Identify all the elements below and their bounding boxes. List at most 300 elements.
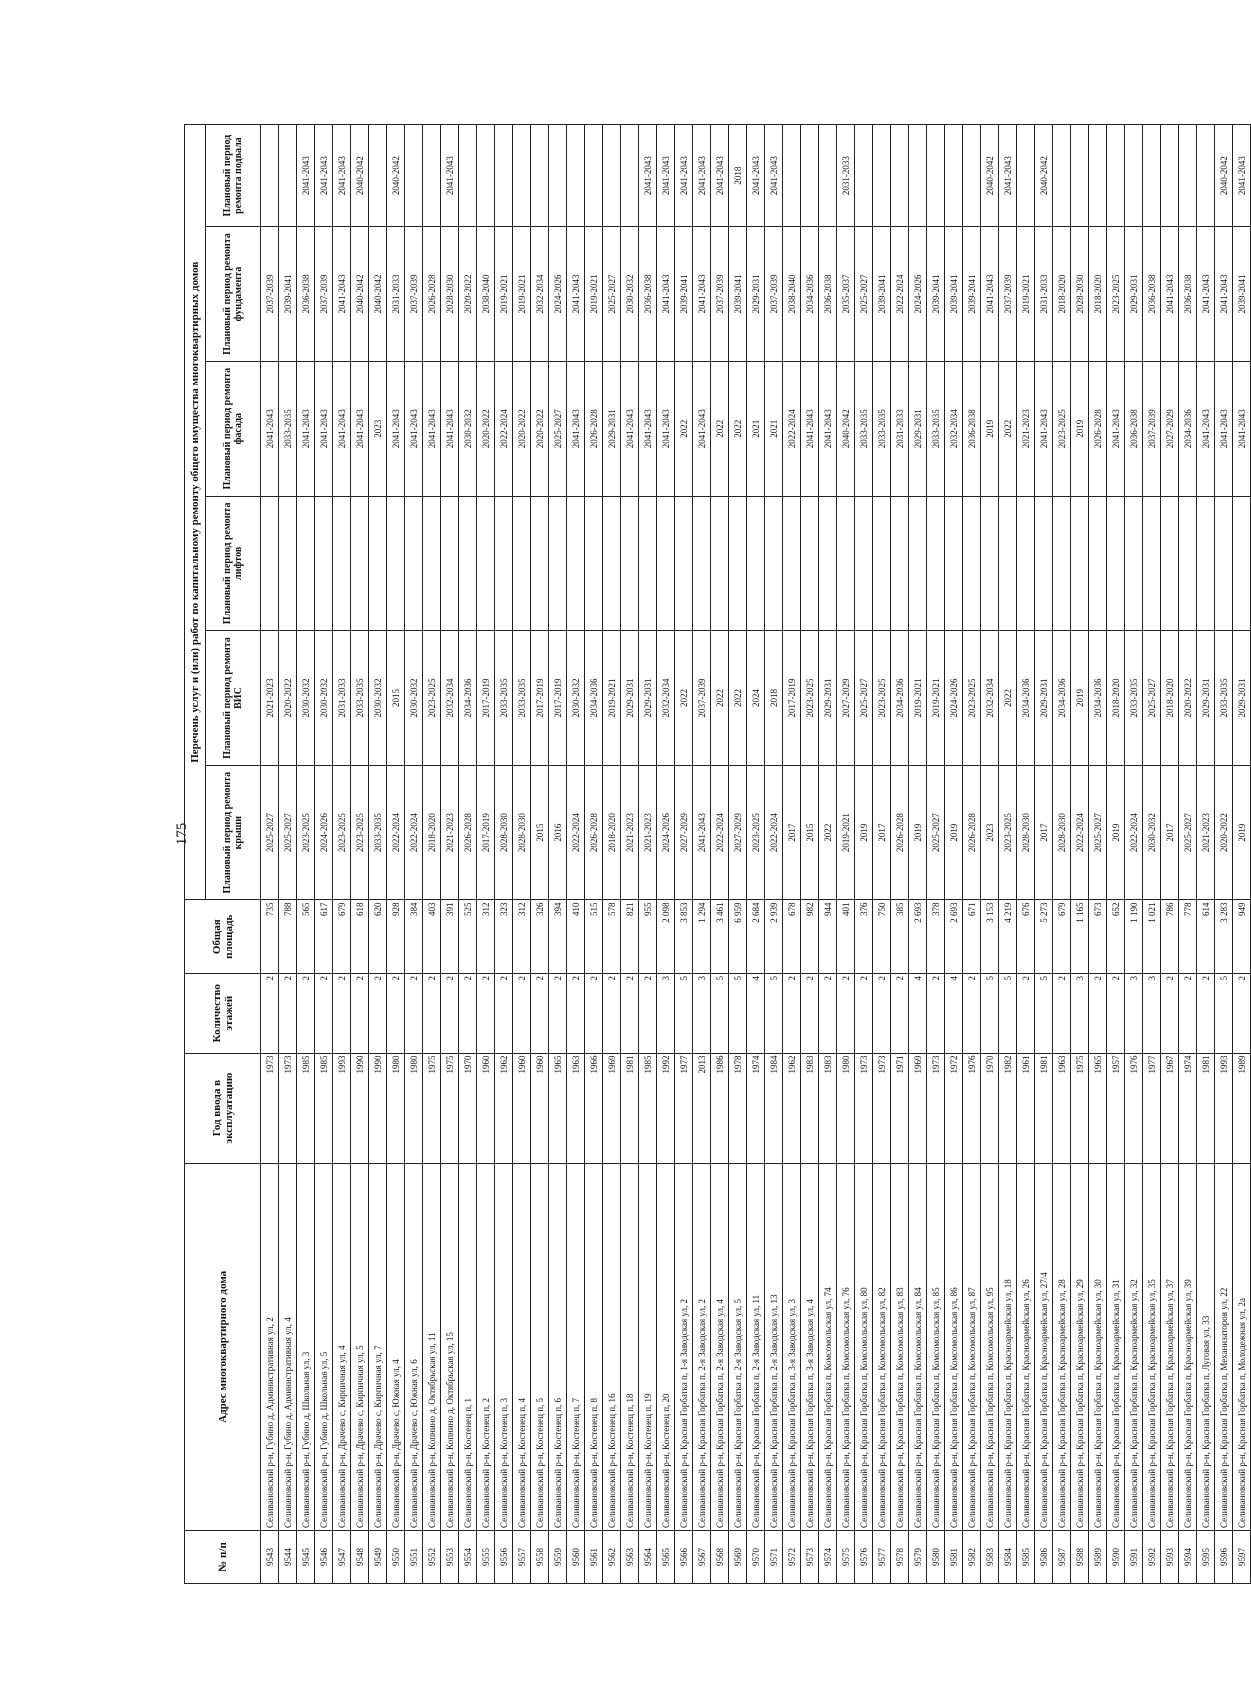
- cell-floors: 2: [261, 973, 279, 1053]
- cell-floors: 2: [495, 973, 513, 1053]
- cell-lift: [927, 496, 945, 631]
- cell-vis: 2019: [1071, 631, 1089, 766]
- cell-area: 786: [1161, 900, 1179, 973]
- cell-lift: [657, 496, 675, 631]
- cell-basement: [1143, 125, 1161, 227]
- cell-facade: 2027-2029: [1161, 361, 1179, 496]
- cell-vis: 2029-2031: [621, 631, 639, 766]
- cell-floors: 5: [1215, 973, 1233, 1053]
- cell-lift: [675, 496, 693, 631]
- cell-found: 2041-2043: [1197, 227, 1215, 362]
- cell-num: 9563: [621, 1530, 639, 1583]
- cell-area: 1 165: [1071, 900, 1089, 973]
- cell-area: 821: [621, 900, 639, 973]
- cell-found: 2041-2043: [333, 227, 351, 362]
- cell-basement: 2041-2043: [441, 125, 459, 227]
- cell-roof: 2026-2028: [891, 765, 909, 900]
- cell-roof: 2023-2025: [333, 765, 351, 900]
- cell-floors: 2: [1179, 973, 1197, 1053]
- cell-found: 2036-2038: [639, 227, 657, 362]
- table-row: [1035, 125, 1053, 1584]
- cell-lift: [1071, 496, 1089, 631]
- table-row: [549, 125, 567, 1584]
- cell-facade: 2034-2036: [1179, 361, 1197, 496]
- cell-basement: 2040-2042: [1035, 125, 1053, 227]
- cell-vis: 2034-2036: [891, 631, 909, 766]
- cell-basement: 2041-2043: [333, 125, 351, 227]
- cell-lift: [1179, 496, 1197, 631]
- cell-vis: 2033-2035: [351, 631, 369, 766]
- cell-address: Селивановский р-н, Красная Горбатка п, Комсомольская ул, 80: [855, 1163, 873, 1530]
- cell-vis: 2021-2023: [261, 631, 279, 766]
- cell-num: 9559: [549, 1530, 567, 1583]
- cell-area: 384: [405, 900, 423, 973]
- cell-roof: 2022-2024: [567, 765, 585, 900]
- cell-lift: [405, 496, 423, 631]
- cell-vis: 2023-2025: [873, 631, 891, 766]
- cell-facade: 2026-2028: [1089, 361, 1107, 496]
- cell-num: 9560: [567, 1530, 585, 1583]
- cell-basement: [891, 125, 909, 227]
- cell-address: Селивановский р-н, Красная Горбатка п, Молодежная ул, 2а: [1233, 1163, 1251, 1530]
- cell-roof: 2022-2024: [1071, 765, 1089, 900]
- cell-address: Селивановский р-н, Красная Горбатка п, Луговая ул, 33: [1197, 1163, 1215, 1530]
- cell-lift: [549, 496, 567, 631]
- cell-num: 9592: [1143, 1530, 1161, 1583]
- cell-year: 1975: [441, 1053, 459, 1163]
- table-row: [855, 125, 873, 1584]
- cell-num: 9588: [1071, 1530, 1089, 1583]
- cell-address: Селивановский р-н, Красная Горбатка п, Красноармейская ул, 26: [1017, 1163, 1035, 1530]
- cell-roof: 2018-2020: [423, 765, 441, 900]
- cell-area: 673: [1089, 900, 1107, 973]
- cell-basement: 2031-2033: [837, 125, 855, 227]
- cell-found: 2039-2041: [675, 227, 693, 362]
- cell-facade: 2033-2035: [873, 361, 891, 496]
- cell-vis: 2022: [999, 631, 1017, 766]
- cell-basement: [513, 125, 531, 227]
- cell-lift: [1233, 496, 1251, 631]
- table-row: [1215, 125, 1233, 1584]
- cell-facade: 2041-2043: [657, 361, 675, 496]
- cell-year: 1972: [945, 1053, 963, 1163]
- cell-lift: [585, 496, 603, 631]
- table-row: [747, 125, 765, 1584]
- cell-address: Селивановский р-н, Красная Горбатка п, Красноармейская ул, 30: [1089, 1163, 1107, 1530]
- cell-address: Селивановский р-н, Красная Горбатка п, Красноармейская ул, 29: [1071, 1163, 1089, 1530]
- cell-area: 312: [513, 900, 531, 973]
- cell-found: 2037-2039: [315, 227, 333, 362]
- cell-basement: [1125, 125, 1143, 227]
- cell-year: 1970: [981, 1053, 999, 1163]
- cell-found: 2038-2040: [477, 227, 495, 362]
- cell-roof: 2022-2024: [711, 765, 729, 900]
- cell-lift: [1125, 496, 1143, 631]
- table-row: [1233, 125, 1251, 1584]
- table-row: [1143, 125, 1161, 1584]
- cell-facade: 2021: [765, 361, 783, 496]
- cell-facade: 2041-2043: [351, 361, 369, 496]
- table-row: [927, 125, 945, 1584]
- cell-address: Селивановский р-н, Красная Горбатка п, Красноармейская ул, 31: [1107, 1163, 1125, 1530]
- cell-address: Селивановский р-н, Костенец п, 16: [603, 1163, 621, 1530]
- cell-lift: [279, 496, 297, 631]
- cell-vis: 2017-2019: [477, 631, 495, 766]
- cell-basement: 2040-2042: [981, 125, 999, 227]
- cell-lift: [729, 496, 747, 631]
- cell-num: 9572: [783, 1530, 801, 1583]
- col-header-floors: Количество этажей: [185, 973, 261, 1053]
- table-row: [1179, 125, 1197, 1584]
- cell-lift: [783, 496, 801, 631]
- cell-vis: 2018-2020: [1161, 631, 1179, 766]
- cell-area: 2 939: [765, 900, 783, 973]
- cell-num: 9583: [981, 1530, 999, 1583]
- cell-basement: 2040-2042: [1215, 125, 1233, 227]
- page-number: 175: [174, 822, 190, 846]
- cell-address: Селивановский р-н, Красная Горбатка п, Красноармейская ул, 27/4: [1035, 1163, 1053, 1530]
- cell-lift: [621, 496, 639, 631]
- table-row: [981, 125, 999, 1584]
- cell-address: Селивановский р-н, Копнино д, Октябрьская ул, 11: [423, 1163, 441, 1530]
- cell-basement: [873, 125, 891, 227]
- cell-vis: 2025-2027: [855, 631, 873, 766]
- cell-area: 778: [1179, 900, 1197, 973]
- cell-lift: [1017, 496, 1035, 631]
- cell-floors: 2: [1089, 973, 1107, 1053]
- cell-lift: [981, 496, 999, 631]
- cell-year: 1973: [261, 1053, 279, 1163]
- table-row: [1107, 125, 1125, 1584]
- cell-found: 2039-2041: [945, 227, 963, 362]
- table-row: [729, 125, 747, 1584]
- cell-area: 578: [603, 900, 621, 973]
- cell-num: 9565: [657, 1530, 675, 1583]
- cell-year: 1957: [1107, 1053, 1125, 1163]
- cell-roof: 2027-2029: [675, 765, 693, 900]
- cell-found: 2023-2025: [1107, 227, 1125, 362]
- cell-basement: [369, 125, 387, 227]
- cell-floors: 2: [873, 973, 891, 1053]
- cell-roof: 2026-2028: [585, 765, 603, 900]
- cell-roof: 2024-2026: [657, 765, 675, 900]
- cell-num: 9566: [675, 1530, 693, 1583]
- cell-num: 9562: [603, 1530, 621, 1583]
- cell-num: 9553: [441, 1530, 459, 1583]
- cell-floors: 2: [387, 973, 405, 1053]
- cell-basement: [1161, 125, 1179, 227]
- cell-num: 9581: [945, 1530, 963, 1583]
- cell-year: 1982: [999, 1053, 1017, 1163]
- cell-area: 949: [1233, 900, 1251, 973]
- cell-floors: 2: [423, 973, 441, 1053]
- cell-num: 9571: [765, 1530, 783, 1583]
- cell-address: Селивановский р-н, Губино д, Школьная ул, 3: [297, 1163, 315, 1530]
- table-row: [459, 125, 477, 1584]
- cell-area: 565: [297, 900, 315, 973]
- cell-found: 2026-2028: [423, 227, 441, 362]
- cell-address: Селивановский р-н, Костенец п, 7: [567, 1163, 585, 1530]
- table-row: [603, 125, 621, 1584]
- cell-vis: 2022: [675, 631, 693, 766]
- cell-address: Селивановский р-н, Красная Горбатка п, Красноармейская ул, 39: [1179, 1163, 1197, 1530]
- cell-floors: 2: [891, 973, 909, 1053]
- cell-roof: 2017: [1161, 765, 1179, 900]
- cell-lift: [459, 496, 477, 631]
- cell-year: 1977: [675, 1053, 693, 1163]
- cell-roof: 2026-2028: [459, 765, 477, 900]
- cell-num: 9561: [585, 1530, 603, 1583]
- cell-year: 1980: [837, 1053, 855, 1163]
- cell-vis: 2025-2027: [1143, 631, 1161, 766]
- cell-roof: 2033-2035: [369, 765, 387, 900]
- col-header-area: Общая площадь: [185, 900, 261, 973]
- cell-address: Селивановский р-н, Костенец п, 3: [495, 1163, 513, 1530]
- cell-basement: [1071, 125, 1089, 227]
- cell-lift: [1161, 496, 1179, 631]
- cell-vis: 2030-2032: [567, 631, 585, 766]
- cell-year: 1980: [405, 1053, 423, 1163]
- cell-floors: 2: [567, 973, 585, 1053]
- cell-roof: 2020-2022: [1215, 765, 1233, 900]
- cell-num: 9587: [1053, 1530, 1071, 1583]
- cell-num: 9551: [405, 1530, 423, 1583]
- cell-num: 9549: [369, 1530, 387, 1583]
- cell-found: 2039-2041: [729, 227, 747, 362]
- cell-basement: [819, 125, 837, 227]
- cell-lift: [423, 496, 441, 631]
- cell-roof: 2023: [981, 765, 999, 900]
- cell-facade: 2037-2039: [1143, 361, 1161, 496]
- cell-lift: [1143, 496, 1161, 631]
- cell-floors: 3: [1143, 973, 1161, 1053]
- cell-floors: 2: [1233, 973, 1251, 1053]
- cell-vis: 2024-2026: [945, 631, 963, 766]
- cell-basement: [1053, 125, 1071, 227]
- cell-vis: 2017-2019: [549, 631, 567, 766]
- cell-vis: 2030-2032: [405, 631, 423, 766]
- cell-floors: 5: [765, 973, 783, 1053]
- cell-floors: 5: [1035, 973, 1053, 1053]
- cell-address: Селивановский р-н, Костенец п, 6: [549, 1163, 567, 1530]
- cell-floors: 2: [477, 973, 495, 1053]
- cell-num: 9578: [891, 1530, 909, 1583]
- cell-roof: 2017: [873, 765, 891, 900]
- cell-vis: 2023-2025: [801, 631, 819, 766]
- cell-num: 9576: [855, 1530, 873, 1583]
- cell-year: 1974: [1179, 1053, 1197, 1163]
- cell-num: 9589: [1089, 1530, 1107, 1583]
- cell-num: 9584: [999, 1530, 1017, 1583]
- cell-basement: [783, 125, 801, 227]
- cell-address: Селивановский р-н, Красная Горбатка п, Комсомольская ул, 82: [873, 1163, 891, 1530]
- cell-found: 2037-2039: [765, 227, 783, 362]
- cell-roof: 2019: [945, 765, 963, 900]
- cell-vis: 2023-2025: [963, 631, 981, 766]
- cell-basement: 2040-2042: [387, 125, 405, 227]
- cell-num: 9591: [1125, 1530, 1143, 1583]
- cell-lift: [873, 496, 891, 631]
- cell-year: 1965: [549, 1053, 567, 1163]
- cell-roof: 2028-2030: [1017, 765, 1035, 900]
- cell-roof: 2026-2028: [963, 765, 981, 900]
- cell-address: Селивановский р-н, Красная Горбатка п, Комсомольская ул, 76: [837, 1163, 855, 1530]
- cell-floors: 3: [657, 973, 675, 1053]
- cell-year: 1990: [351, 1053, 369, 1163]
- rotated-table-wrapper: [184, 124, 1247, 1584]
- cell-found: 2029-2031: [1125, 227, 1143, 362]
- col-header-vis: Плановый период ремонта ВИС: [206, 631, 261, 766]
- cell-address: Селивановский р-н, Губино д, Школьная ул, 5: [315, 1163, 333, 1530]
- cell-roof: 2023-2025: [747, 765, 765, 900]
- cell-year: 1978: [729, 1053, 747, 1163]
- cell-floors: 2: [585, 973, 603, 1053]
- cell-found: 2024-2026: [909, 227, 927, 362]
- table-row: [369, 125, 387, 1584]
- cell-vis: 2031-2033: [333, 631, 351, 766]
- cell-facade: 2041-2043: [297, 361, 315, 496]
- table-row: [1125, 125, 1143, 1584]
- cell-vis: 2034-2036: [459, 631, 477, 766]
- cell-year: 1965: [1089, 1053, 1107, 1163]
- cell-lift: [441, 496, 459, 631]
- cell-address: Селивановский р-н, Красная Горбатка п, Красноармейская ул, 37: [1161, 1163, 1179, 1530]
- cell-num: 9595: [1197, 1530, 1215, 1583]
- cell-year: 1985: [315, 1053, 333, 1163]
- cell-area: 678: [783, 900, 801, 973]
- cell-num: 9585: [1017, 1530, 1035, 1583]
- cell-vis: 2030-2032: [369, 631, 387, 766]
- cell-roof: 2028-2030: [513, 765, 531, 900]
- cell-num: 9557: [513, 1530, 531, 1583]
- table-row: [945, 125, 963, 1584]
- cell-facade: 2041-2043: [423, 361, 441, 496]
- cell-facade: 2041-2043: [801, 361, 819, 496]
- cell-area: 3 153: [981, 900, 999, 973]
- cell-year: 1993: [1215, 1053, 1233, 1163]
- cell-found: 2031-2033: [387, 227, 405, 362]
- cell-floors: 2: [621, 973, 639, 1053]
- table-row: [819, 125, 837, 1584]
- cell-area: 2 693: [909, 900, 927, 973]
- cell-area: 5 273: [1035, 900, 1053, 973]
- cell-basement: 2041-2043: [675, 125, 693, 227]
- cell-year: 1992: [657, 1053, 675, 1163]
- cell-address: Селивановский р-н, Копнино д, Октябрьская ул, 15: [441, 1163, 459, 1530]
- cell-roof: 2022-2024: [1125, 765, 1143, 900]
- cell-vis: 2022: [729, 631, 747, 766]
- cell-vis: 2032-2034: [981, 631, 999, 766]
- cell-facade: 2041-2043: [1197, 361, 1215, 496]
- cell-year: 1960: [531, 1053, 549, 1163]
- table-row: [387, 125, 405, 1584]
- cell-roof: 2027-2029: [729, 765, 747, 900]
- cell-facade: 2023: [369, 361, 387, 496]
- cell-address: Селивановский р-н, Красная Горбатка п, Комсомольская ул, 86: [945, 1163, 963, 1530]
- cell-vis: 2029-2031: [1197, 631, 1215, 766]
- cell-facade: 2020-2022: [513, 361, 531, 496]
- cell-found: 2036-2038: [1143, 227, 1161, 362]
- cell-basement: 2041-2043: [1233, 125, 1251, 227]
- cell-floors: 2: [513, 973, 531, 1053]
- cell-found: 2029-2031: [747, 227, 765, 362]
- cell-year: 1962: [495, 1053, 513, 1163]
- cell-lift: [855, 496, 873, 631]
- cell-lift: [531, 496, 549, 631]
- cell-vis: 2027-2029: [837, 631, 855, 766]
- cell-roof: 2017: [1035, 765, 1053, 900]
- cell-basement: [585, 125, 603, 227]
- cell-facade: 2033-2035: [927, 361, 945, 496]
- cell-vis: 2033-2035: [1125, 631, 1143, 766]
- cell-roof: 2016: [549, 765, 567, 900]
- cell-vis: 2029-2031: [1035, 631, 1053, 766]
- cell-area: 323: [495, 900, 513, 973]
- cell-lift: [333, 496, 351, 631]
- cell-roof: 2025-2027: [1089, 765, 1107, 900]
- cell-num: 9577: [873, 1530, 891, 1583]
- table-row: [1017, 125, 1035, 1584]
- cell-facade: 2041-2043: [1107, 361, 1125, 496]
- col-header-year: Год ввода в эксплуатацию: [185, 1053, 261, 1163]
- table-row: [423, 125, 441, 1584]
- cell-year: 1971: [891, 1053, 909, 1163]
- cell-facade: 2022: [999, 361, 1017, 496]
- table-row: [279, 125, 297, 1584]
- cell-year: 1970: [459, 1053, 477, 1163]
- cell-area: 617: [315, 900, 333, 973]
- cell-facade: 2036-2038: [963, 361, 981, 496]
- cell-facade: 2041-2043: [1215, 361, 1233, 496]
- cell-roof: 2021-2023: [1197, 765, 1215, 900]
- table-row: [477, 125, 495, 1584]
- cell-num: 9567: [693, 1530, 711, 1583]
- cell-num: 9580: [927, 1530, 945, 1583]
- cell-address: Селивановский р-н, Красная Горбатка п, Красноармейская ул, 35: [1143, 1163, 1161, 1530]
- cell-area: 676: [1017, 900, 1035, 973]
- cell-address: Селивановский р-н, Костенец п, 18: [621, 1163, 639, 1530]
- cell-basement: [855, 125, 873, 227]
- cell-facade: 2041-2043: [1233, 361, 1251, 496]
- cell-vis: 2019-2021: [927, 631, 945, 766]
- cell-basement: 2041-2043: [315, 125, 333, 227]
- cell-lift: [711, 496, 729, 631]
- cell-facade: 2019: [1071, 361, 1089, 496]
- cell-num: 9552: [423, 1530, 441, 1583]
- cell-lift: [1197, 496, 1215, 631]
- table-row: [1161, 125, 1179, 1584]
- cell-address: Селивановский р-н, Драчево с, Южная ул, 6: [405, 1163, 423, 1530]
- cell-found: 2041-2043: [693, 227, 711, 362]
- cell-roof: 2028-2030: [495, 765, 513, 900]
- cell-num: 9582: [963, 1530, 981, 1583]
- cell-basement: [603, 125, 621, 227]
- cell-facade: 2021-2023: [1017, 361, 1035, 496]
- cell-floors: 2: [927, 973, 945, 1053]
- cell-year: 1960: [513, 1053, 531, 1163]
- cell-address: Селивановский р-н, Красная Горбатка п, 2-я Заводская ул, 13: [765, 1163, 783, 1530]
- cell-area: 2 684: [747, 900, 765, 973]
- cell-floors: 2: [1053, 973, 1071, 1053]
- cell-lift: [837, 496, 855, 631]
- cell-lift: [1215, 496, 1233, 631]
- cell-facade: 2020-2022: [477, 361, 495, 496]
- cell-basement: 2041-2043: [297, 125, 315, 227]
- table-row: [315, 125, 333, 1584]
- cell-vis: 2034-2036: [585, 631, 603, 766]
- table-row: [405, 125, 423, 1584]
- cell-address: Селивановский р-н, Красная Горбатка п, Комсомольская ул, 85: [927, 1163, 945, 1530]
